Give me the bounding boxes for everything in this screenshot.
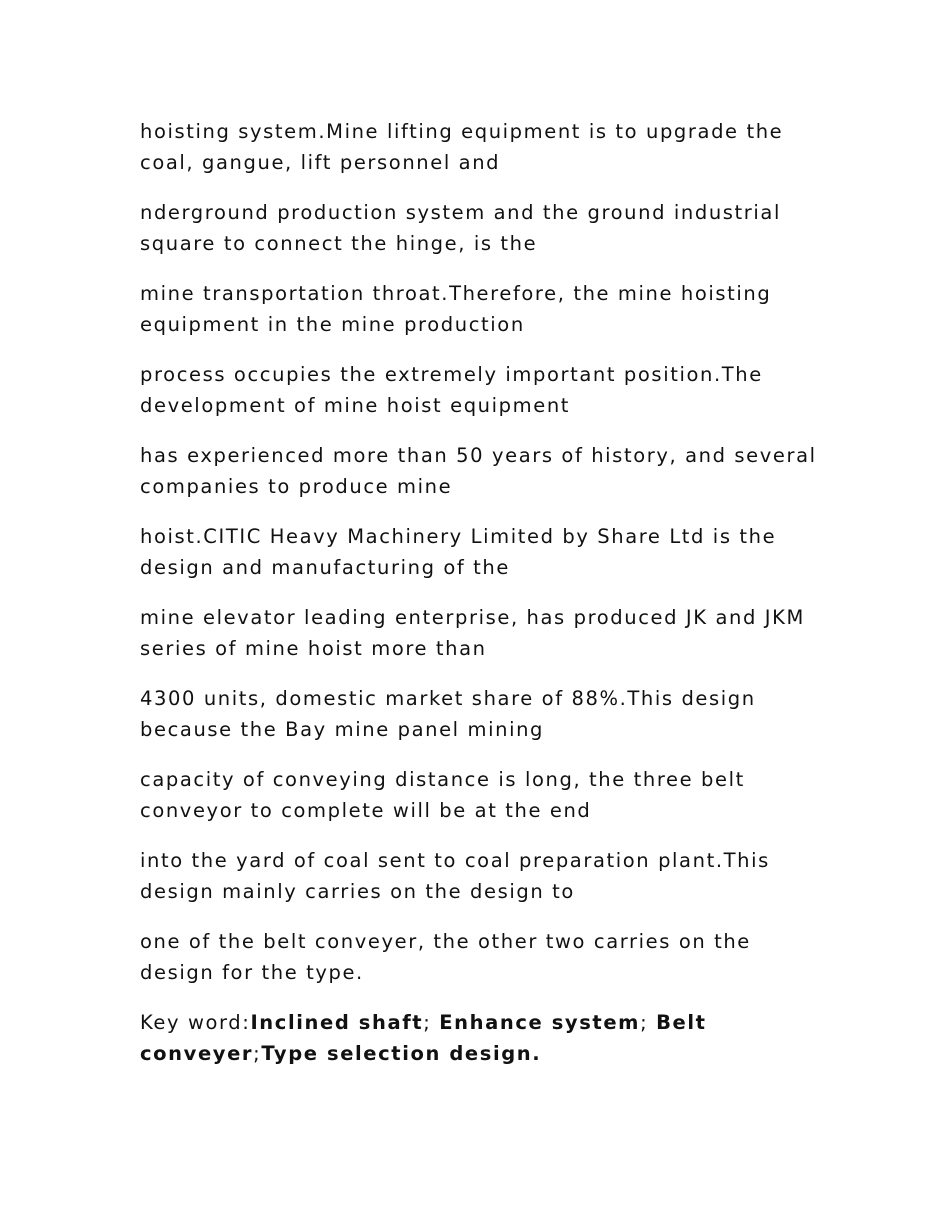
text-line: into the yard of coal sent to coal preparation plant.This [140,849,770,872]
text-line: design for the type. [140,961,364,984]
abstract-body [140,116,820,1088]
text-line: design mainly carries on the design to [140,880,575,903]
paragraph [140,926,820,988]
text-line: mine elevator leading enterprise, has produced JK and JKM [140,606,805,629]
keyword-term: Belt [656,1011,707,1034]
paragraph [140,764,820,826]
paragraph [140,197,820,259]
keywords-paragraph [140,1007,820,1069]
paragraph [140,359,820,421]
text-line: nderground production system and the ground industrial [140,201,781,224]
keyword-term: Enhance system [439,1011,641,1034]
paragraph [140,602,820,664]
text-line: companies to produce mine [140,475,453,498]
text-line: equipment in the mine production [140,313,525,336]
paragraph [140,440,820,502]
keyword-separator: ; [423,1011,440,1034]
keywords-line [140,1038,820,1069]
text-line: process occupies the extremely important position.The [140,363,763,386]
text-line: one of the belt conveyer, the other two carries on the [140,930,751,953]
text-line: mine transportation throat.Therefore, the mine hoisting [140,282,772,305]
text-line: series of mine hoist more than [140,637,487,660]
text-line: coal, gangue, lift personnel and [140,151,501,174]
paragraph [140,278,820,340]
keyword-term: Type selection design. [261,1042,542,1065]
keyword-term: Inclined shaft [250,1011,424,1034]
keywords-label: Key word: [140,1011,251,1034]
text-line: square to connect the hinge, is the [140,232,538,255]
text-line: hoist.CITIC Heavy Machinery Limited by Share Ltd is the [140,525,777,548]
text-line: development of mine hoist equipment [140,394,571,417]
keyword-separator: ; [253,1042,262,1065]
paragraph [140,521,820,583]
text-line: has experienced more than 50 years of history, and several [140,444,817,467]
keyword-separator: ; [640,1011,657,1034]
text-line: because the Bay mine panel mining [140,718,545,741]
paragraph [140,683,820,745]
keywords-line [140,1007,820,1038]
keyword-term: conveyer [140,1042,254,1065]
text-line: design and manufacturing of the [140,556,510,579]
paragraph [140,845,820,907]
text-line: hoisting system.Mine lifting equipment is to upgrade the [140,120,784,143]
text-line: capacity of conveying distance is long, the three belt [140,768,745,791]
paragraph [140,116,820,178]
text-line: conveyor to complete will be at the end [140,799,592,822]
text-line: 4300 units, domestic market share of 88%.This design [140,687,756,710]
